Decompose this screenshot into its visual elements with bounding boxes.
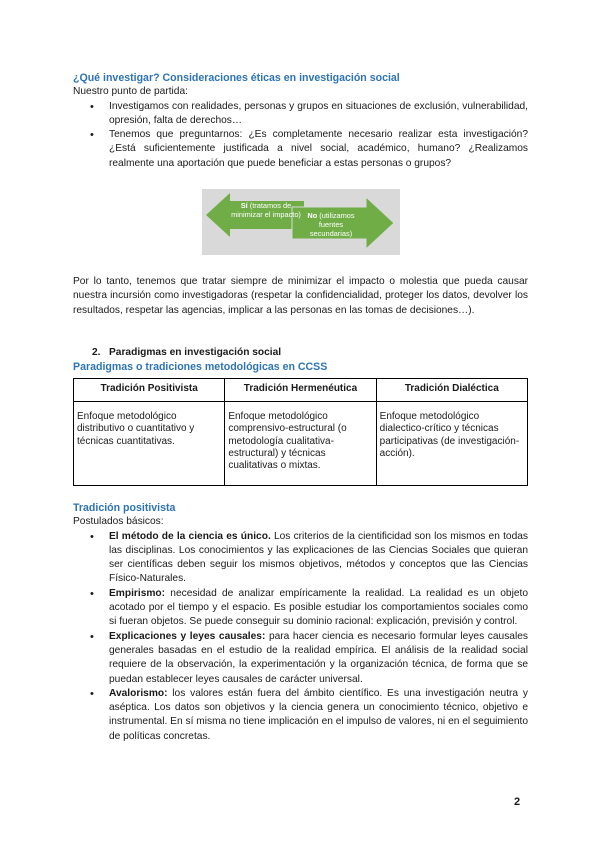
table-row: [74, 402, 528, 486]
postulate-text: Los criterios de la cientificidad son los mismos en todas las disciplinas. Los conocimientos y las explicaciones de las Ciencias Sociales que quieran ser científicas deben seguir los mismos objetivos, métodos y conceptos que las Ciencias Físico-Naturales.: [109, 530, 528, 585]
positivist-section: [73, 501, 528, 744]
table-header-row: [74, 379, 528, 402]
no-label: No: [307, 211, 318, 220]
postulate-item: [73, 530, 528, 587]
postulate-term: El método de la ciencia es único.: [109, 530, 271, 542]
table-header: Tradición Hermenéutica: [225, 379, 376, 402]
table-header: Tradición Positivista: [74, 379, 225, 402]
paradigms-section: [73, 346, 528, 375]
ethics-section: [73, 71, 528, 171]
ethics-bullet-list: [73, 100, 528, 171]
positivist-intro: Postulados básicos:: [73, 516, 164, 528]
no-detail: (utilizamos fuentes secundarias): [309, 211, 355, 238]
paradigms-heading: [73, 346, 528, 360]
yes-detail: (tratamos de minimizar el impacto): [231, 201, 301, 219]
no-arrow-label: [298, 211, 364, 238]
postulate-text: para hacer ciencia es necesario formular leyes causales generales basadas en el estudio de la realidad empírica. El análisis de la realidad social requiere de la observación, la experimentación y la organización técnica, de forma que se puedan establecer leyes causales de carácter universal.: [109, 630, 528, 685]
postulate-item: [73, 587, 528, 630]
traditions-table: [73, 378, 528, 486]
postulate-term: Avalorismo:: [109, 687, 168, 699]
postulate-item: [73, 687, 528, 744]
ethics-bullet: • Tenemos que preguntarnos: ¿Es completamente necesario realizar esta investigación? ¿Está suficientemente justificada a nivel social, académico, humano? ¿Realizamos realmente una aportación que puede beneficiar a estas personas o grupos?: [73, 128, 528, 171]
table-cell: Enfoque metodológico dialectico-crítico y técnicas participativas (de investigación-acción).: [376, 402, 527, 486]
ethics-conclusion: Por lo tanto, tenemos que tratar siempre de minimizar el impacto o molestia que pueda causar nuestra incursión como investigadoras (respetar la confidencialidad, proteger los datos, devolver los resultados, respetar las agencias, implicar a las personas en las tomas de decisiones…).: [73, 276, 528, 316]
table-cell: Enfoque metodológico distributivo o cuantitativo y técnicas cuantitativas.: [74, 402, 225, 486]
postulate-term: Empirismo:: [109, 587, 166, 599]
page-number: 2: [514, 796, 521, 808]
ethics-bullet: • Investigamos con realidades, personas y grupos en situaciones de exclusión, vulnerabilidad, opresión, falta de derechos…: [73, 100, 528, 129]
section-number: 2.: [92, 347, 101, 358]
yes-arrow-label: [230, 201, 302, 219]
postulates-list: [73, 530, 528, 744]
paradigms-subtitle: Paradigmas o tradiciones metodológicas en CCSS: [73, 361, 328, 374]
ethics-intro: Nuestro punto de partida:: [73, 86, 188, 98]
postulate-text: los valores están fuera del ámbito científico. Es una investigación neutra y aséptica. Los datos son objetivos y la ciencia genera un conocimiento técnico, objetivo e instrumental. En sí misma no tiene implicación en el impulso de valores, ni en el seguimiento de políticas concretas.: [109, 687, 528, 742]
table-header: Tradición Dialéctica: [376, 379, 527, 402]
yes-label: Sí: [240, 201, 248, 210]
postulate-text: necesidad de analizar empíricamente la realidad. La realidad es un objeto acotado por el tiempo y el espacio. Es posible estudiar los comportamientos sociales como si fueran objetos. Se puede conseguir su dominio racional: explicación, previsión y control.: [109, 587, 528, 628]
postulate-term: Explicaciones y leyes causales:: [109, 630, 266, 642]
yes-no-arrow-diagram: [202, 189, 400, 255]
ethics-heading: ¿Qué investigar? Consideraciones éticas en investigación social: [73, 72, 400, 84]
positivist-heading: Tradición positivista: [73, 502, 176, 514]
table-cell: Enfoque metodológico comprensivo-estructural (o metodología cualitativa-estructural) y técnicas cualitativas o mixtas.: [225, 402, 376, 486]
paradigms-title: Paradigmas en investigación social: [109, 347, 282, 358]
postulate-item: [73, 630, 528, 687]
